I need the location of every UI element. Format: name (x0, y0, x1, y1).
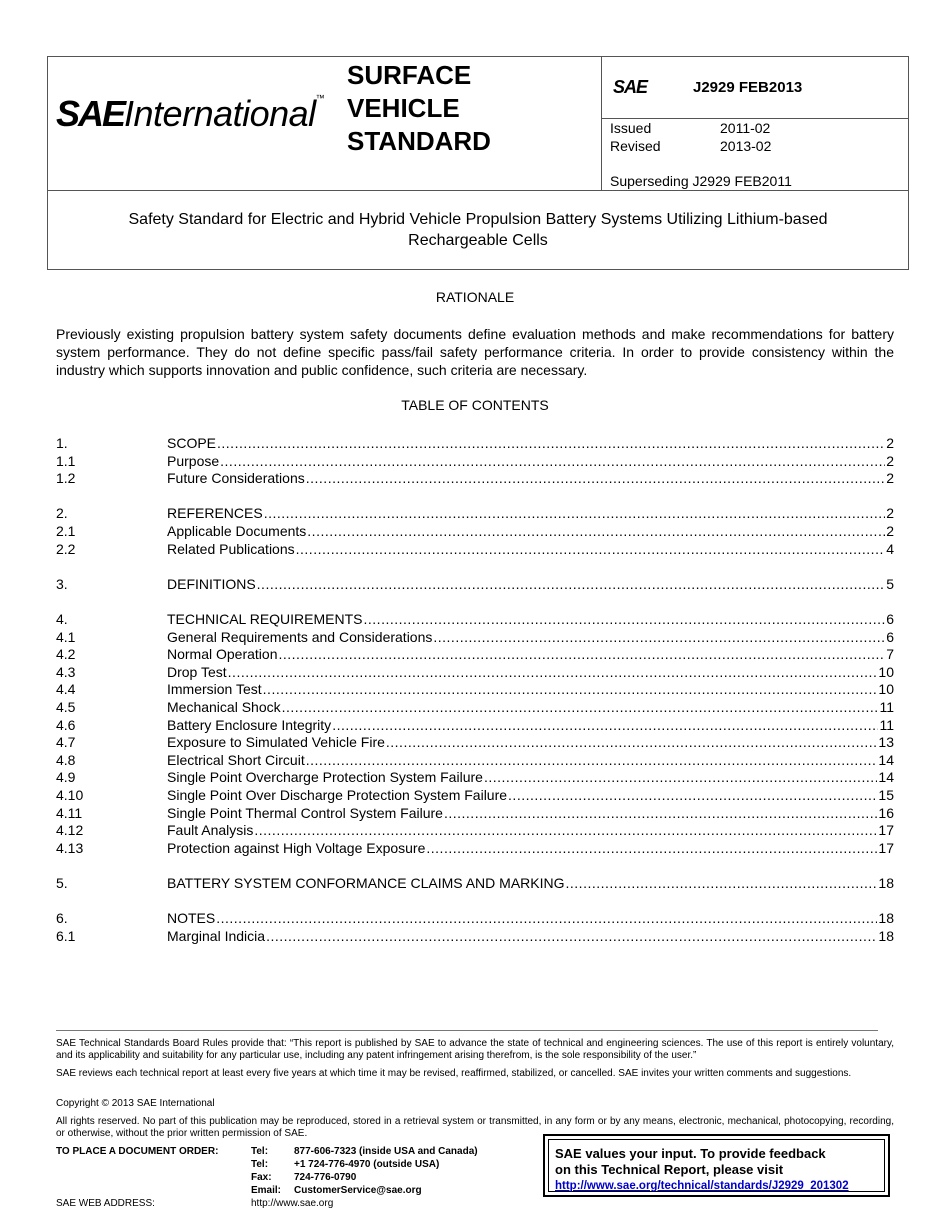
toc-leader-dots (216, 909, 877, 927)
toc-entry-page: 17 (878, 839, 894, 856)
toc-leader-dots (386, 733, 878, 751)
toc-entry-page: 10 (878, 663, 894, 680)
toc-leader-dots (254, 821, 877, 839)
toc-entry-number: 4. (56, 611, 68, 627)
toc-leader-dots (217, 434, 885, 452)
logo-trademark: ™ (315, 93, 325, 103)
toc-entry-title: Immersion Test (167, 681, 262, 698)
toc-entry[interactable] (56, 522, 894, 540)
toc-entry-page: 15 (878, 787, 894, 803)
toc-entry-title: Applicable Documents (167, 523, 307, 539)
document-title-line: Safety Standard for Electric and Hybrid Vehicle Propulsion Battery Systems Utilizing Lithium-based (128, 211, 828, 228)
toc-entry-title: Single Point Thermal Control System Failure (167, 804, 443, 821)
toc-entry-number: 4.1 (56, 628, 76, 645)
document-type-line: STANDARD (347, 126, 491, 156)
toc-entry[interactable] (56, 786, 894, 804)
toc-heading: TABLE OF CONTENTS (401, 397, 549, 413)
toc-entry-page: 2 (886, 523, 894, 539)
toc-entry-page: 6 (886, 628, 894, 645)
toc-entry-page: 2 (886, 452, 894, 469)
toc-leader-dots (484, 768, 877, 786)
toc-leader-dots (307, 522, 885, 540)
toc-entry-title: General Requirements and Considerations (167, 628, 433, 645)
toc-entry-number: 4.2 (56, 646, 76, 663)
issued-value: 2011-02 (720, 120, 771, 136)
feedback-line: on this Technical Report, please visit (555, 1162, 784, 1177)
toc-entry[interactable] (56, 716, 894, 734)
toc-entry-number: 4.8 (56, 751, 76, 768)
toc-leader-dots (228, 663, 878, 681)
footer-rule (56, 1030, 878, 1031)
toc-leader-dots (508, 786, 877, 804)
tel2-value: +1 724-776-4970 (outside USA) (294, 1159, 440, 1170)
fax-label: Fax: (251, 1172, 272, 1183)
toc-entry-number: 4.11 (56, 804, 83, 821)
toc-entry-page: 2 (886, 505, 894, 522)
superseding: Superseding J2929 FEB2011 (610, 173, 792, 189)
toc-entry-page: 16 (878, 804, 894, 821)
revised-label: Revised (610, 138, 661, 154)
toc-entry-number: 4.4 (56, 681, 76, 698)
toc-entry-number: 3. (56, 575, 68, 592)
email-value[interactable]: CustomerService@sae.org (294, 1185, 422, 1196)
toc-leader-dots (444, 804, 877, 822)
toc-entry-title: DEFINITIONS (167, 575, 256, 592)
toc-entry-title: Mechanical Shock (167, 699, 281, 715)
toc-leader-dots (306, 751, 878, 769)
order-label: TO PLACE A DOCUMENT ORDER: (56, 1146, 219, 1157)
toc-entry-number: 5. (56, 875, 68, 891)
tel-value: 877-606-7323 (inside USA and Canada) (294, 1146, 478, 1157)
toc-entry-title: Related Publications (167, 540, 295, 557)
toc-entry[interactable] (56, 804, 894, 822)
toc-entry[interactable] (56, 839, 894, 857)
toc-entry[interactable] (56, 909, 894, 927)
toc-entry-number: 4.9 (56, 769, 76, 786)
toc-leader-dots (426, 839, 877, 857)
toc-entry[interactable] (56, 874, 894, 892)
toc-entry-page: 10 (878, 681, 894, 698)
toc-entry-page: 11 (879, 716, 894, 733)
toc-entry-title: NOTES (167, 910, 216, 927)
toc-entry[interactable] (56, 927, 894, 945)
toc-entry-page: 18 (878, 927, 894, 944)
toc-leader-dots (364, 610, 886, 628)
toc-entry[interactable] (56, 821, 894, 839)
toc-entry-title: Marginal Indicia (167, 927, 266, 944)
toc-entry-title: Exposure to Simulated Vehicle Fire (167, 734, 385, 751)
review-text: SAE reviews each technical report at least every five years at which time it may be revised, reaffirmed, stabilized, or cancelled. SAE invites your written comments and suggestions. (56, 1068, 852, 1079)
toc-entry-page: 4 (886, 540, 894, 557)
rationale-heading: RATIONALE (435, 289, 515, 305)
toc-entry[interactable] (56, 610, 894, 628)
toc-entry[interactable] (56, 628, 894, 646)
toc-entry-title: Fault Analysis (167, 822, 254, 839)
document-number: J2929 FEB2013 (693, 79, 803, 96)
toc-entry-title: BATTERY SYSTEM CONFORMANCE CLAIMS AND MARKING (167, 875, 565, 891)
toc-entry-title: SCOPE (167, 435, 217, 451)
toc-entry-number: 6.1 (56, 927, 76, 944)
toc-entry[interactable] (56, 645, 894, 663)
toc-entry-page: 13 (878, 734, 894, 751)
toc-entry-title: Drop Test (167, 663, 227, 680)
web-label: SAE WEB ADDRESS: (56, 1198, 155, 1209)
toc-entry-number: 1.2 (56, 470, 76, 487)
toc-entry-number: 2.2 (56, 540, 76, 557)
toc-entry-page: 5 (886, 575, 894, 592)
toc-entry-number: 4.10 (56, 787, 84, 803)
toc-entry[interactable] (56, 751, 894, 769)
header-divider (48, 190, 908, 191)
document-type-line: VEHICLE (347, 93, 460, 123)
toc-entry-title: Purpose (167, 452, 220, 469)
toc-entry-number: 4.7 (56, 734, 76, 751)
toc-entry-number: 6. (56, 910, 68, 927)
web-address-link[interactable]: http://www.sae.org (251, 1198, 334, 1209)
document-title-line: Rechargeable Cells (408, 232, 548, 249)
toc-entry-number: 2.1 (56, 523, 76, 539)
toc-entry-title: Battery Enclosure Integrity (167, 716, 332, 733)
document-type (347, 59, 491, 158)
toc-entry[interactable] (56, 698, 894, 716)
toc-entry-title: Single Point Over Discharge Protection System Failure (167, 787, 508, 803)
toc-leader-dots (279, 645, 886, 663)
rights-text: All rights reserved. No part of this publication may be reproduced, stored in a retrieval system or transmitted, in any form or by any means, electronic, mechanical, photocopying, recording, or otherwise, without the prior written permission of SAE. (56, 1116, 894, 1139)
toc-leader-dots (257, 575, 886, 593)
toc-entry-number: 4.13 (56, 839, 84, 856)
copyright-text: Copyright © 2013 SAE International (56, 1098, 215, 1109)
toc-entry-title: Protection against High Voltage Exposure (167, 839, 426, 856)
toc-entry-page: 14 (878, 769, 894, 786)
toc-entry-page: 17 (878, 822, 894, 839)
toc-entry-page: 18 (878, 910, 894, 927)
toc-leader-dots (433, 628, 885, 646)
toc-entry-number: 4.6 (56, 716, 76, 733)
email-label: Email: (251, 1185, 282, 1196)
logo-sae: SAE (56, 93, 125, 134)
board-rules-text: SAE Technical Standards Board Rules provide that: “This report is published by SAE to advance the state of technical and engineering sciences. The use of this report is entirely voluntary, and its applicability and suitability for any particular use, including any patent infringement arising therefrom, is the sole responsibility of the user.” (56, 1038, 894, 1061)
toc-leader-dots (220, 452, 885, 470)
toc-entry[interactable] (56, 540, 894, 558)
toc-entry[interactable] (56, 680, 894, 698)
feedback-line: SAE values your input. To provide feedback (555, 1146, 826, 1161)
toc-entry[interactable] (56, 434, 894, 452)
header-divider (601, 118, 908, 119)
toc-entry-title: Electrical Short Circuit (167, 751, 305, 768)
toc-entry-page: 14 (878, 751, 894, 768)
toc-entry-number: 1. (56, 435, 68, 451)
fax-value: 724-776-0790 (294, 1172, 357, 1183)
toc-entry[interactable] (56, 504, 894, 522)
toc-entry-page: 18 (878, 875, 894, 891)
rationale-text: Previously existing propulsion battery system safety documents define evaluation methods and make recommendations for battery system performance. They do not define specific pass/fail safety performance criteria. In order to provide consistency within the industry which supports innovation and public confidence, such criteria are necessary. (56, 326, 894, 378)
logo-international: International (124, 93, 316, 134)
toc-entry-page: 7 (886, 646, 894, 663)
document-title (48, 209, 908, 251)
tel2-label: Tel: (251, 1159, 269, 1170)
document-type-line: SURFACE (347, 60, 472, 90)
toc-entry-title: Normal Operation (167, 646, 278, 663)
header-divider (601, 57, 602, 190)
toc-entry[interactable] (56, 452, 894, 470)
toc-entry-title: Single Point Overcharge Protection System Failure (167, 769, 483, 786)
toc-entry-page: 11 (879, 699, 894, 715)
toc-leader-dots (282, 698, 879, 716)
toc-leader-dots (263, 680, 878, 698)
toc-leader-dots (566, 874, 878, 892)
toc-leader-dots (266, 927, 877, 945)
feedback-inner (548, 1139, 885, 1192)
toc-entry-number: 4.12 (56, 822, 84, 839)
header-box (47, 56, 909, 270)
toc-entry-number: 4.5 (56, 699, 76, 715)
toc-entry-page: 2 (886, 470, 894, 487)
toc-entry-page: 2 (886, 435, 894, 451)
toc-entry-page: 6 (886, 611, 894, 627)
feedback-box (543, 1134, 890, 1197)
toc-entry-title: TECHNICAL REQUIREMENTS (167, 611, 363, 627)
sae-international-logo (56, 93, 325, 135)
feedback-link[interactable]: http://www.sae.org/technical/standards/J2929_201302 (555, 1180, 849, 1192)
toc-entry[interactable] (56, 733, 894, 751)
toc-leader-dots (296, 540, 886, 558)
issued-label: Issued (610, 120, 652, 136)
toc-entry[interactable] (56, 768, 894, 786)
toc-leader-dots (332, 716, 878, 734)
toc-leader-dots (306, 469, 885, 487)
toc-entry-number: 2. (56, 505, 68, 522)
sae-mark: SAE (613, 77, 648, 97)
toc-leader-dots (264, 504, 886, 522)
revised-value: 2013-02 (720, 138, 772, 154)
toc-entry[interactable] (56, 575, 894, 593)
tel-label: Tel: (251, 1146, 269, 1157)
toc-entry-title: REFERENCES (167, 505, 263, 522)
toc-entry-number: 1.1 (56, 452, 76, 469)
toc-entry-number: 4.3 (56, 663, 76, 680)
toc-entry-title: Future Considerations (167, 470, 305, 487)
toc-entry[interactable] (56, 469, 894, 487)
toc-entry[interactable] (56, 663, 894, 681)
